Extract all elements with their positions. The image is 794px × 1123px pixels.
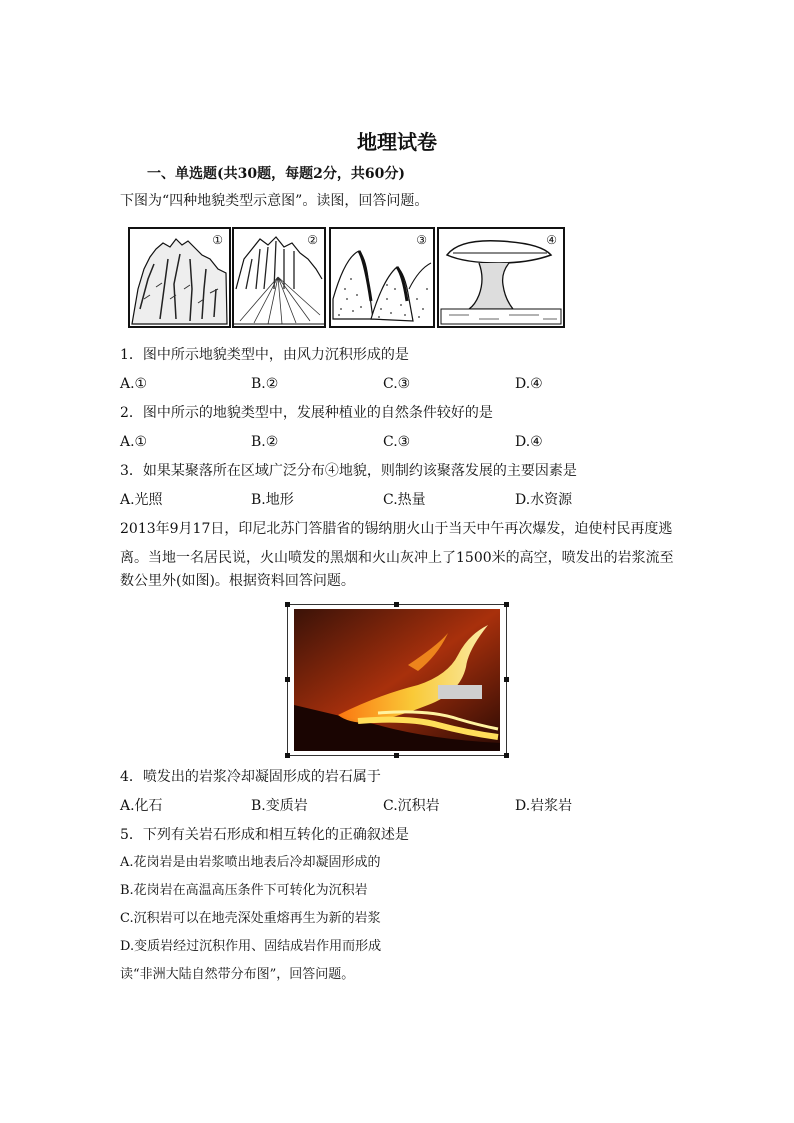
question-5-option-a[interactable]: A.花岗岩是由岩浆喷出地表后冷却凝固形成的 [120,855,381,870]
question-3-option-c[interactable]: C.热量 [383,492,426,508]
blurred-watermark [438,685,482,699]
question-2-option-b[interactable]: B.② [251,434,279,450]
question-5-stem: 5．下列有关岩石形成和相互转化的正确叙述是 [120,827,409,843]
question-3-option-a[interactable]: A.光照 [120,492,163,508]
mushroom-rock-sketch-icon [439,229,563,326]
question-5-option-c[interactable]: C.沉积岩可以在地壳深处重熔再生为新的岩浆 [120,911,381,926]
lava-photo-frame [287,604,507,756]
figure-label-2: ② [307,233,318,247]
question-4-option-a[interactable]: A.化石 [120,798,163,814]
resize-handle-bottom-left[interactable] [285,753,290,758]
question-3-option-d[interactable]: D.水资源 [515,492,573,508]
question-1-stem: 1．图中所示地貌类型中，由风力沉积形成的是 [120,347,409,363]
resize-handle-right[interactable] [504,677,509,682]
question-2-option-d[interactable]: D.④ [515,434,543,450]
question-4-stem: 4．喷发出的岩浆冷却凝固形成的岩石属于 [120,769,381,785]
resize-handle-top[interactable] [394,602,399,607]
question-5-option-b[interactable]: B.花岗岩在高温高压条件下可转化为沉积岩 [120,883,368,898]
resize-handle-bottom[interactable] [394,753,399,758]
question-4-option-c[interactable]: C.沉积岩 [383,798,440,814]
question-5-option-d[interactable]: D.变质岩经过沉积作用、固结成岩作用而形成 [120,939,382,954]
landform-figure-2 [232,227,326,328]
question-1-option-d[interactable]: D.④ [515,376,543,392]
volcano-passage-line-1: 2013年9月17日，印尼北苏门答腊省的锡纳朋火山于当天中午再次爆发，迫使村民再度逃 [120,521,673,537]
volcano-passage-line-2: 离。当地一名居民说，火山喷发的黑烟和火山灰冲上了1500米的高空，喷发出的岩浆流至 [120,550,674,566]
resize-handle-top-left[interactable] [285,602,290,607]
figure-label-3: ③ [416,233,427,247]
resize-handle-left[interactable] [285,677,290,682]
resize-handle-top-right[interactable] [504,602,509,607]
lava-flow-image [288,605,506,755]
question-2-stem: 2．图中所示的地貌类型中，发展种植业的自然条件较好的是 [120,405,493,421]
landform-figure-4 [437,227,565,328]
page-title: 地理试卷 [357,130,437,154]
question-1-option-a[interactable]: A.① [120,376,148,392]
question-1-option-b[interactable]: B.② [251,376,279,392]
resize-handle-bottom-right[interactable] [504,753,509,758]
intro-africa-map: 读“非洲大陆自然带分布图”，回答问题。 [120,967,355,982]
question-3-option-b[interactable]: B.地形 [251,492,294,508]
figure-label-1: ① [212,233,223,247]
figure-label-4: ④ [546,233,557,247]
landform-figure-1 [128,227,231,328]
question-3-stem: 3．如果某聚落所在区域广泛分布④地貌，则制约该聚落发展的主要因素是 [120,463,577,479]
question-1-option-c[interactable]: C.③ [383,376,411,392]
question-2-option-c[interactable]: C.③ [383,434,411,450]
section-heading: 一、单选题(共30题，每题2分，共60分) [147,166,405,182]
intro-landforms: 下图为“四种地貌类型示意图”。读图，回答问题。 [120,193,429,209]
volcano-passage-line-3: 数公里外(如图)。根据资料回答问题。 [120,573,355,589]
question-2-option-a[interactable]: A.① [120,434,148,450]
question-4-option-b[interactable]: B.变质岩 [251,798,308,814]
landform-figure-3 [329,227,435,328]
question-4-option-d[interactable]: D.岩浆岩 [515,798,573,814]
